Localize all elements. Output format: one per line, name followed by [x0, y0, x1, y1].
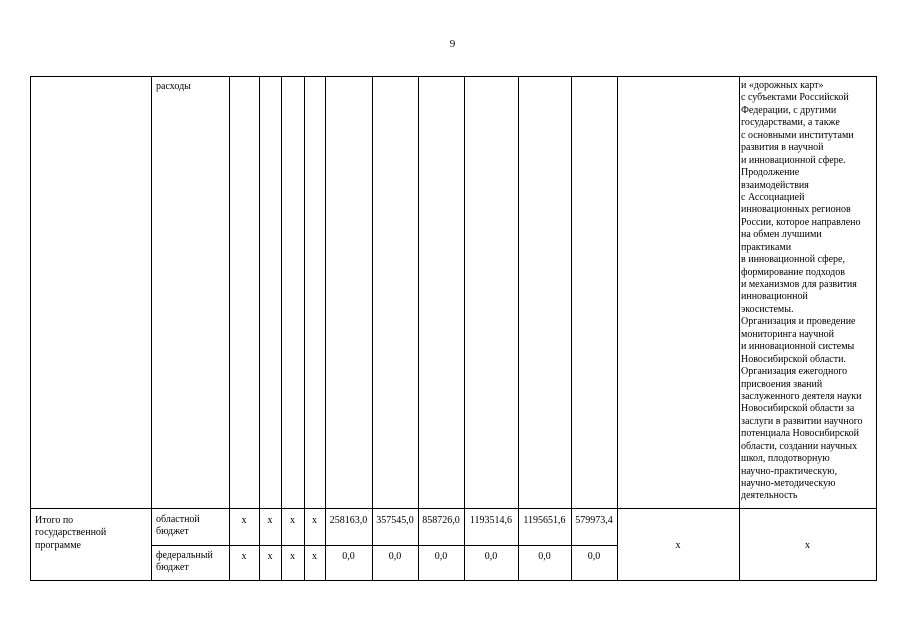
federal-value-1: 0,0	[342, 551, 355, 562]
federal-budget-label-line: федеральный	[156, 550, 213, 561]
description-line: практиками	[741, 241, 792, 253]
description-line: на обмен лучшими	[741, 229, 822, 241]
description-line: Новосибирской области за	[741, 403, 855, 415]
description-line: в инновационной сфере,	[741, 254, 845, 266]
federal-value-5: 0,0	[538, 551, 551, 562]
col-border-2	[229, 76, 230, 581]
description-line: экосистемы.	[741, 303, 794, 315]
description-line: присвоения званий	[741, 378, 823, 390]
description-line: заслуженного деятеля науки	[741, 390, 862, 402]
description-line: России, которое направлено	[741, 216, 861, 228]
federal-value-3: 0,0	[434, 551, 448, 562]
col-border-0	[30, 76, 31, 581]
description-line: и инновационной сфере.	[741, 154, 846, 166]
regional-value-3: 858726,0	[422, 515, 460, 526]
federal-value-2: 0,0	[388, 551, 402, 562]
table-bottom-border	[30, 580, 876, 581]
total-label-line: программе	[35, 539, 81, 551]
activity-description	[741, 80, 877, 503]
col-border-11	[571, 76, 572, 581]
col-border-7	[372, 76, 373, 581]
federal-budget-label	[156, 550, 213, 575]
description-line: взаимодействия	[741, 179, 809, 191]
regional-code-1: х	[241, 515, 247, 526]
description-line: и инновационной системы	[741, 341, 855, 353]
regional-value-1: 258163,0	[329, 515, 368, 526]
regional-budget-label-line: бюджет	[156, 526, 189, 538]
regional-value-5: 1195651,6	[523, 515, 566, 526]
description-line: развития в научной	[741, 142, 824, 154]
description-line: с основными институтами	[741, 129, 854, 141]
description-line: инновационных регионов	[741, 204, 851, 216]
description-line: Новосибирской области.	[741, 353, 846, 365]
total-label	[35, 515, 106, 552]
col-border-1	[151, 76, 152, 581]
description-line: области, создании научных	[741, 440, 858, 452]
description-line: мониторинга научной	[741, 328, 835, 340]
description-line: Федерации, с другими	[741, 104, 837, 116]
description-line: школ, плодотворную	[741, 453, 830, 465]
federal-budget-label-line: бюджет	[156, 562, 189, 574]
table-top-border	[30, 76, 876, 77]
page-number: 9	[449, 38, 456, 50]
description-line: и механизмов для развития	[741, 279, 857, 290]
description-line: и «дорожных карт»	[741, 80, 824, 91]
federal-value-4: 0,0	[484, 551, 498, 562]
description-line: государствами, а также	[741, 117, 840, 129]
description-line: заслуги в развитии научного	[741, 415, 863, 427]
federal-code-3: х	[290, 551, 295, 562]
description-line: научно-методическую	[741, 478, 836, 489]
description-line: инновационной	[741, 291, 808, 303]
row-divider-budget	[151, 545, 617, 546]
col-border-6	[325, 76, 326, 581]
merged-cell-a: х	[675, 540, 681, 551]
federal-code-1: х	[241, 551, 247, 562]
description-line: с Ассоциацией	[741, 191, 805, 203]
description-line: Организация и проведение	[741, 316, 856, 328]
regional-value-4: 1193514,6	[469, 515, 513, 526]
regional-code-4: х	[312, 515, 317, 526]
regional-value-6: 579973,4	[575, 515, 613, 526]
federal-code-2: х	[267, 551, 273, 562]
col-border-4	[281, 76, 282, 581]
total-label-line: государственной	[35, 527, 107, 539]
total-label-line: Итого по	[35, 515, 74, 526]
description-line: потенциала Новосибирской	[741, 428, 860, 440]
expenses-label: расходы	[156, 81, 191, 92]
col-border-13	[739, 76, 740, 581]
col-border-9	[464, 76, 465, 581]
row-divider-total	[30, 508, 876, 509]
regional-value-2: 357545,0	[376, 515, 414, 526]
description-line: Продолжение	[741, 167, 800, 179]
col-border-3	[259, 76, 260, 581]
description-line: формирование подходов	[741, 266, 845, 278]
description-line: Организация ежегодного	[741, 366, 848, 378]
regional-code-3: х	[290, 515, 295, 526]
regional-code-2: х	[267, 515, 273, 526]
regional-budget-label	[156, 514, 200, 539]
description-line: научно-практическую,	[741, 465, 838, 477]
regional-budget-label-line: областной	[156, 514, 200, 525]
col-border-10	[518, 76, 519, 581]
col-border-12	[617, 76, 618, 581]
description-line: деятельность	[741, 490, 798, 502]
federal-code-4: х	[312, 551, 317, 562]
col-border-8	[418, 76, 419, 581]
federal-value-6: 0,0	[587, 551, 601, 562]
merged-cell-b: х	[805, 540, 810, 551]
description-line: с субъектами Российской	[741, 92, 849, 104]
col-border-5	[304, 76, 305, 581]
